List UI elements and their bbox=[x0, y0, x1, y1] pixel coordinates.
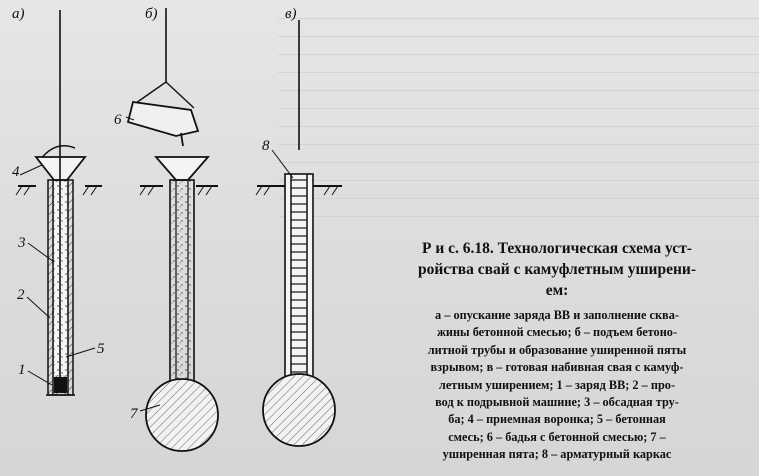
explosive-charge bbox=[54, 377, 67, 393]
caption-title-line: ем: bbox=[545, 282, 569, 299]
leader-line-8 bbox=[272, 150, 293, 178]
caption-legend-line: смесь; 6 – бадья с бетонной смесью; 7 – bbox=[448, 429, 666, 444]
panel-label-c: в) bbox=[285, 6, 297, 22]
pile-shaft bbox=[170, 180, 194, 389]
bucket-hoist bbox=[136, 8, 194, 108]
callout-2: 2 bbox=[17, 287, 25, 303]
caption-title-line: ройства свай с камуфлетным уширени- bbox=[417, 261, 696, 278]
panel-c bbox=[256, 20, 342, 446]
callout-5: 5 bbox=[97, 341, 105, 357]
panel-label-b: б) bbox=[145, 6, 158, 22]
caption-legend-line: литной трубы и образование уширенной пяты bbox=[427, 342, 687, 357]
caption-legend-line: взрывом; в – готовая набивная свая с камуф- bbox=[430, 360, 684, 375]
callout-7: 7 bbox=[130, 406, 138, 422]
caption-legend-line: жины бетонной смесью; б – подъем бетоно- bbox=[436, 325, 678, 340]
caption-legend-line: вод к подрывной машине; 3 – обсадная тру- bbox=[435, 395, 679, 410]
caption-legend-line: ба; 4 – приемная воронка; 5 – бетонная bbox=[448, 412, 666, 427]
caption-legend-line: летным уширением; 1 – заряд ВВ; 2 – про- bbox=[438, 377, 676, 392]
caption-title-line: Р и с. 6.18. Технологическая схема уст- bbox=[422, 240, 692, 257]
panel-a bbox=[16, 10, 102, 395]
panel-label-a: а) bbox=[12, 6, 25, 22]
callout-4: 4 bbox=[12, 164, 20, 180]
figure-caption bbox=[377, 238, 737, 464]
receiving-funnel bbox=[156, 157, 208, 180]
pile-shaft bbox=[285, 174, 313, 384]
caption-legend-line: а – опускание заряда ВВ и заполнение сква- bbox=[435, 308, 679, 322]
caption-legend bbox=[377, 307, 737, 464]
callout-1: 1 bbox=[18, 362, 26, 378]
caption-legend-line: уширенная пята; 8 – арматурный каркас bbox=[442, 447, 672, 462]
caption-title bbox=[377, 238, 737, 301]
panel-b bbox=[126, 8, 218, 451]
callout-8: 8 bbox=[262, 138, 270, 154]
callout-3: 3 bbox=[18, 235, 26, 251]
callout-6: 6 bbox=[114, 112, 122, 128]
concrete-bucket bbox=[128, 102, 198, 136]
